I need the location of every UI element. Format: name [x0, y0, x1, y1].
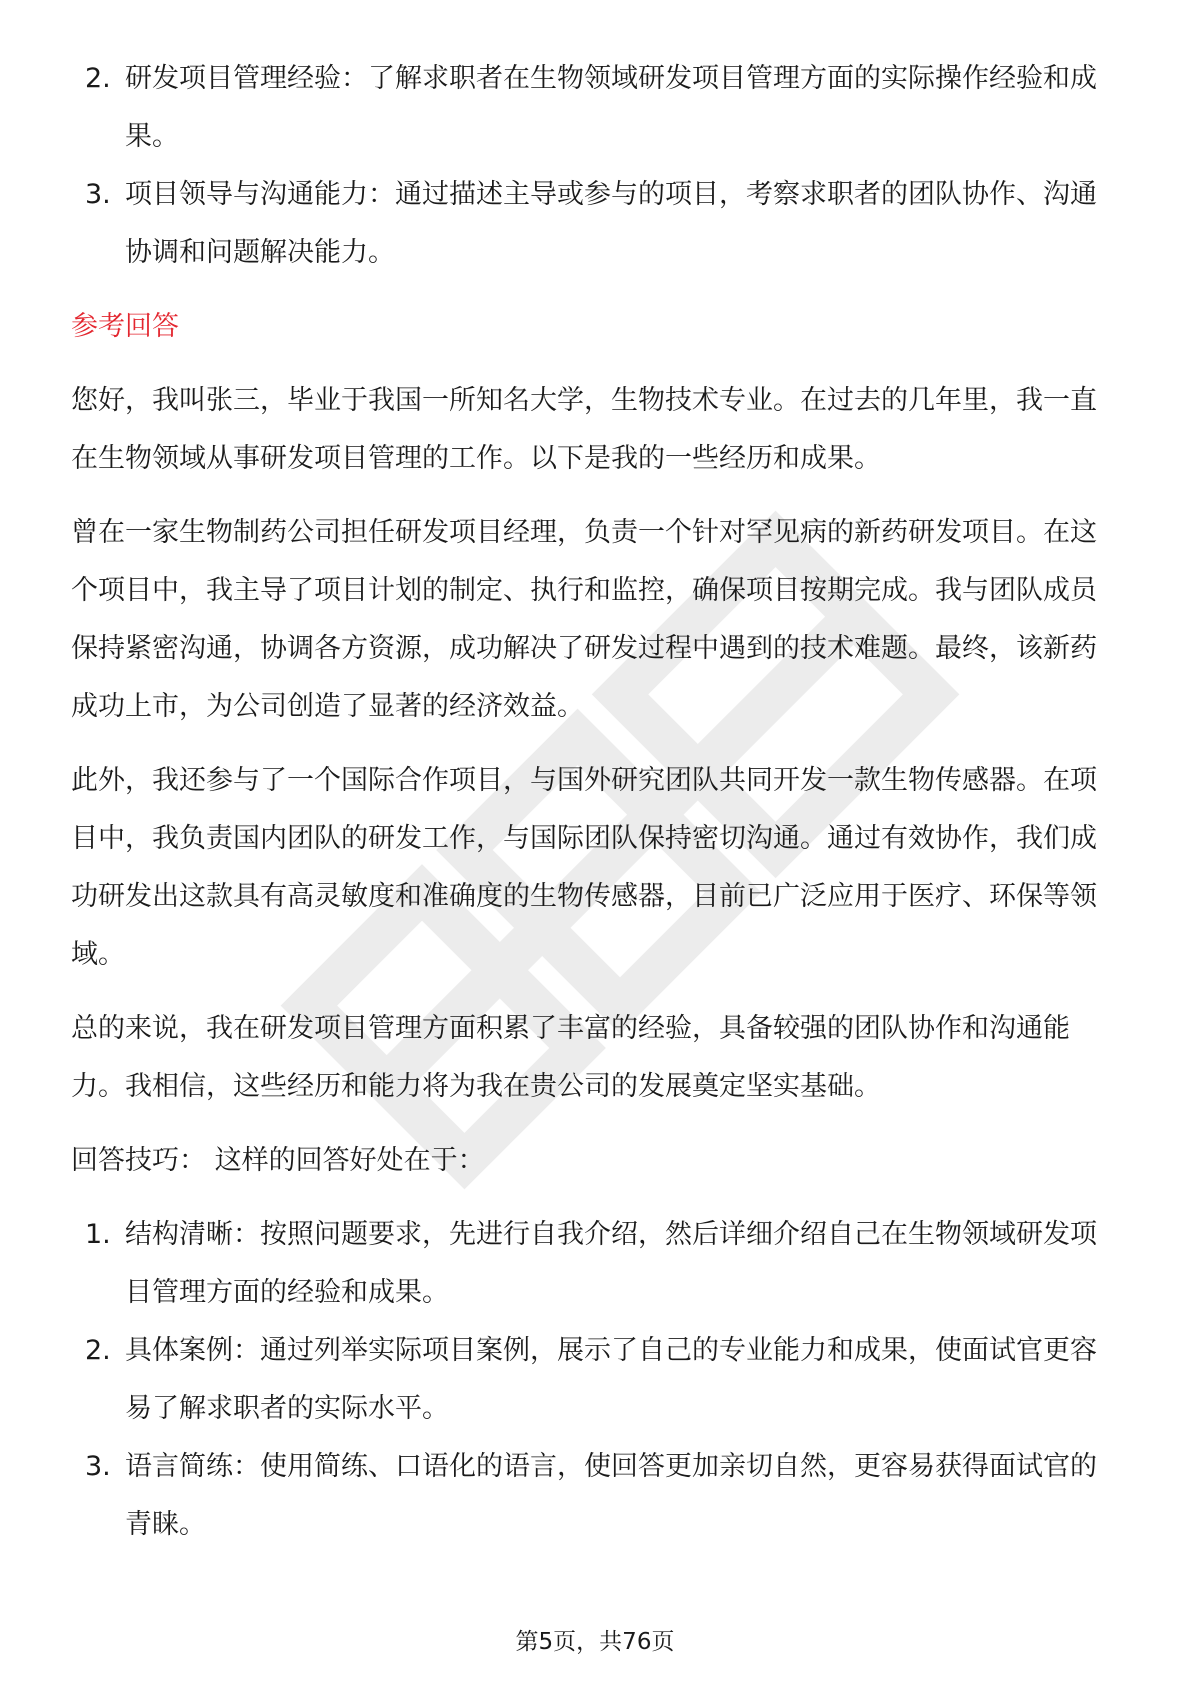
list-item-text: 结构清晰：按照问题要求，先进行自我介绍，然后详细介绍自己在生物领域研发项目管理方面的经验和成果。 [125, 1219, 1097, 1308]
list-number: 3. [85, 1451, 111, 1482]
page-footer: 第5页，共76页 [515, 1629, 675, 1655]
list-item [71, 1206, 1123, 1322]
answer-paragraph: 曾在一家生物制药公司担任研发项目经理，负责一个针对罕见病的新药研发项目。在这个项目中，我主导了项目计划的制定、执行和监控，确保项目按期完成。我与团队成员保持紧密沟通，协调各方资源，成功解决了研发过程中遇到的技术难题。最终，该新药成功上市，为公司创造了显著的经济效益。 [71, 517, 1097, 722]
list-item-text: 项目领导与沟通能力：通过描述主导或参与的项目，考察求职者的团队协作、沟通协调和问题解决能力。 [125, 179, 1097, 268]
list-item [71, 1322, 1123, 1438]
list-item-text: 研发项目管理经验：了解求职者在生物领域研发项目管理方面的实际操作经验和成果。 [125, 63, 1097, 152]
list-item-text: 语言简练：使用简练、口语化的语言，使回答更加亲切自然，更容易获得面试官的青睐。 [125, 1451, 1097, 1540]
answer-paragraph: 您好，我叫张三，毕业于我国一所知名大学，生物技术专业。在过去的几年里，我一直在生物领域从事研发项目管理的工作。以下是我的一些经历和成果。 [71, 385, 1097, 474]
list-item [71, 166, 1123, 282]
list-number: 3. [85, 179, 111, 210]
tips-intro: 回答技巧： 这样的回答好处在于： [71, 1145, 485, 1176]
page-content [71, 50, 1123, 1554]
intro-list [71, 50, 1123, 282]
list-item [71, 50, 1123, 166]
answer-paragraph: 总的来说，我在研发项目管理方面积累了丰富的经验，具备较强的团队协作和沟通能力。我相信，这些经历和能力将为我在贵公司的发展奠定坚实基础。 [71, 1013, 1070, 1102]
list-number: 2. [85, 1335, 111, 1366]
section-heading: 参考回答 [71, 311, 179, 342]
list-number: 2. [85, 63, 111, 94]
list-number: 1. [85, 1219, 111, 1250]
list-item [71, 1438, 1123, 1554]
tips-list [71, 1206, 1123, 1554]
answer-paragraph: 此外，我还参与了一个国际合作项目，与国外研究团队共同开发一款生物传感器。在项目中，我负责国内团队的研发工作，与国际团队保持密切沟通。通过有效协作，我们成功研发出这款具有高灵敏度和准确度的生物传感器，目前已广泛应用于医疗、环保等领域。 [71, 765, 1097, 970]
list-item-text: 具体案例：通过列举实际项目案例，展示了自己的专业能力和成果，使面试官更容易了解求职者的实际水平。 [125, 1335, 1097, 1424]
